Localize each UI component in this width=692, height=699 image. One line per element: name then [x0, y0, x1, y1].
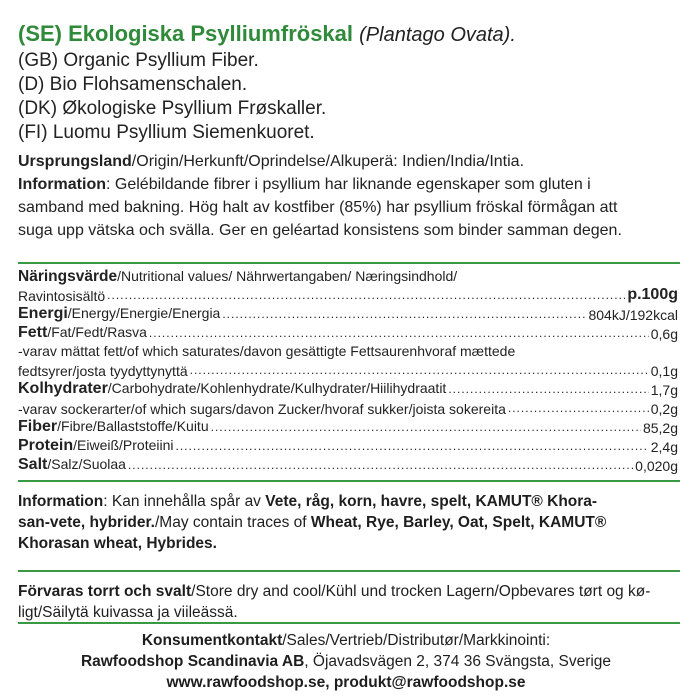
nutrition-table — [18, 267, 678, 474]
dot-leader — [211, 421, 641, 433]
name-dk: (DK) Økologiske Psyllium Frøskaller. — [18, 98, 327, 119]
divider-storage-top — [18, 570, 680, 572]
storage-line-2: ligt/Säilytä kuivassa ja viileässä. — [18, 604, 238, 621]
nutrition-row-saturates — [18, 360, 678, 379]
information-line-3: suga upp vätska och svälla. Ger en geléartad konsistens som binder samman degen. — [18, 222, 622, 239]
latin-name: (Plantago Ovata). — [359, 24, 516, 46]
per-100g: p.100g — [627, 286, 678, 303]
fat-label: Fett — [18, 324, 48, 341]
fat-value: 0,6g — [650, 326, 678, 342]
allergen-bold-2: san-vete, hybrider. — [18, 514, 155, 531]
contact-line-2 — [0, 651, 692, 672]
allergen-info — [18, 491, 678, 554]
nutrition-row-sugars — [18, 398, 678, 417]
divider-nutrition-top — [18, 262, 680, 264]
nutrition-header-rest: /Nutritional values/ Nährwertangaben/ Næringsindhold/ — [117, 268, 458, 284]
allergen-text-2: /May contain traces of — [154, 514, 311, 531]
name-d: (D) Bio Flohsamenschalen. — [18, 74, 248, 95]
carbohydrate-label-rest: /Carbohydrate/Kohlenhydrate/Kulhydrater/Hiilihydraatit — [107, 380, 447, 396]
allergen-bold-4: Khorasan wheat, Hybrides. — [18, 535, 217, 552]
contact-info — [0, 630, 692, 693]
carbohydrate-label: Kolhydrater — [18, 380, 108, 397]
salt-label: Salt — [18, 456, 48, 473]
allergen-bold-1: Vete, råg, korn, havre, spelt, KAMUT® Khora- — [265, 493, 598, 510]
storage-info — [18, 581, 678, 623]
product-title — [18, 20, 678, 49]
allergen-line-1 — [18, 491, 678, 512]
nutrition-header-bold: Näringsvärde — [18, 268, 118, 285]
protein-label: Protein — [18, 437, 74, 454]
contact-line-1 — [0, 630, 692, 651]
dot-leader — [448, 383, 648, 395]
salt-label-rest: /Salz/Suolaa — [47, 456, 126, 472]
divider-contact-top — [18, 622, 680, 624]
allergen-line-2 — [18, 512, 678, 533]
sugars-label: -varav sockerarter/of which sugars/davon Zucker/hvoraf sukker/joista sokereita — [18, 401, 506, 417]
dot-leader — [176, 440, 649, 452]
company-name: Rawfoodshop Scandinavia AB — [80, 653, 305, 670]
contact-label-rest: /Sales/Vertrieb/Distributør/Markkinointi: — [282, 632, 551, 649]
saturates-line-2: fedtsyrer/josta tyydyttynyttä — [18, 363, 188, 379]
storage-text-1: /Store dry and cool/Kühl und trocken Lagern/Opbevares tørt og kø- — [191, 583, 651, 600]
energy-value: 804kJ/192kcal — [588, 307, 678, 323]
salt-value: 0,020g — [635, 458, 678, 474]
nutrition-header-line2: Ravintosisältö — [18, 288, 106, 304]
storage-line-1 — [18, 581, 678, 602]
dot-leader — [107, 289, 625, 301]
dot-leader — [149, 327, 649, 339]
title-se: (SE) Ekologiska Psylliumfröskal — [18, 21, 354, 46]
protein-value: 2,4g — [650, 439, 678, 455]
origin-label: Ursprungsland — [18, 153, 132, 170]
energy-label-rest: /Energy/Energie/Energia — [67, 305, 221, 321]
allergen-label: Information — [18, 493, 104, 510]
product-header — [18, 20, 678, 242]
dot-leader — [128, 459, 633, 471]
information-label: Information — [18, 176, 106, 193]
information-line-2: samband med bakning. Hög halt av kostfiber (85%) har psyllium fröskal förmågan att — [18, 199, 618, 216]
nutrition-header — [18, 267, 678, 285]
origin-text: /Origin/Herkunft/Oprindelse/Alkuperä: Indien/India/Intia. — [131, 153, 525, 170]
dot-leader — [190, 364, 649, 376]
fibre-label-rest: /Fibre/Ballaststoffe/Kuitu — [57, 418, 209, 434]
carbohydrate-value: 1,7g — [650, 382, 678, 398]
dot-leader — [222, 308, 586, 320]
origin-line — [18, 150, 678, 173]
energy-label: Energi — [18, 305, 68, 322]
name-fi: (FI) Luomu Psyllium Siemenkuoret. — [18, 122, 315, 143]
storage-label: Förvaras torrt och svalt — [18, 583, 192, 600]
nutrition-row-energy — [18, 304, 678, 323]
nutrition-row-fat — [18, 323, 678, 342]
information-text-1: : Gelébildande fibrer i psyllium har liknande egenskaper som gluten i — [106, 176, 591, 193]
dot-leader — [508, 402, 649, 414]
name-gb: (GB) Organic Psyllium Fiber. — [18, 50, 259, 71]
nutrition-row-protein — [18, 436, 678, 455]
nutrition-row-carbohydrate — [18, 379, 678, 398]
company-address: , Öjavadsvägen 2, 374 36 Svängsta, Sverige — [304, 653, 612, 670]
contact-web[interactable]: www.rawfoodshop.se, produkt@rawfoodshop.se — [166, 674, 526, 691]
information-line-1 — [18, 173, 678, 196]
contact-label: Konsumentkontakt — [141, 632, 283, 649]
nutrition-row-fibre — [18, 417, 678, 436]
sugars-value: 0,2g — [650, 401, 678, 417]
nutrition-row-salt — [18, 455, 678, 474]
saturates-value: 0,1g — [650, 363, 678, 379]
protein-label-rest: /Eiweiß/Proteiini — [73, 437, 174, 453]
allergen-text-1: : Kan innehålla spår av — [103, 493, 266, 510]
fat-label-rest: /Fat/Fedt/Rasva — [47, 324, 147, 340]
divider-allergen-top — [18, 480, 680, 482]
allergen-bold-3: Wheat, Rye, Barley, Oat, Spelt, KAMUT® — [310, 514, 607, 531]
fibre-value: 85,2g — [642, 420, 678, 436]
fibre-label: Fiber — [18, 418, 58, 435]
saturates-line-1: -varav mättat fett/of which saturates/davon gesättigte Fettsaurenhvoraf mættede — [18, 343, 516, 359]
nutrition-per-row — [18, 285, 678, 304]
